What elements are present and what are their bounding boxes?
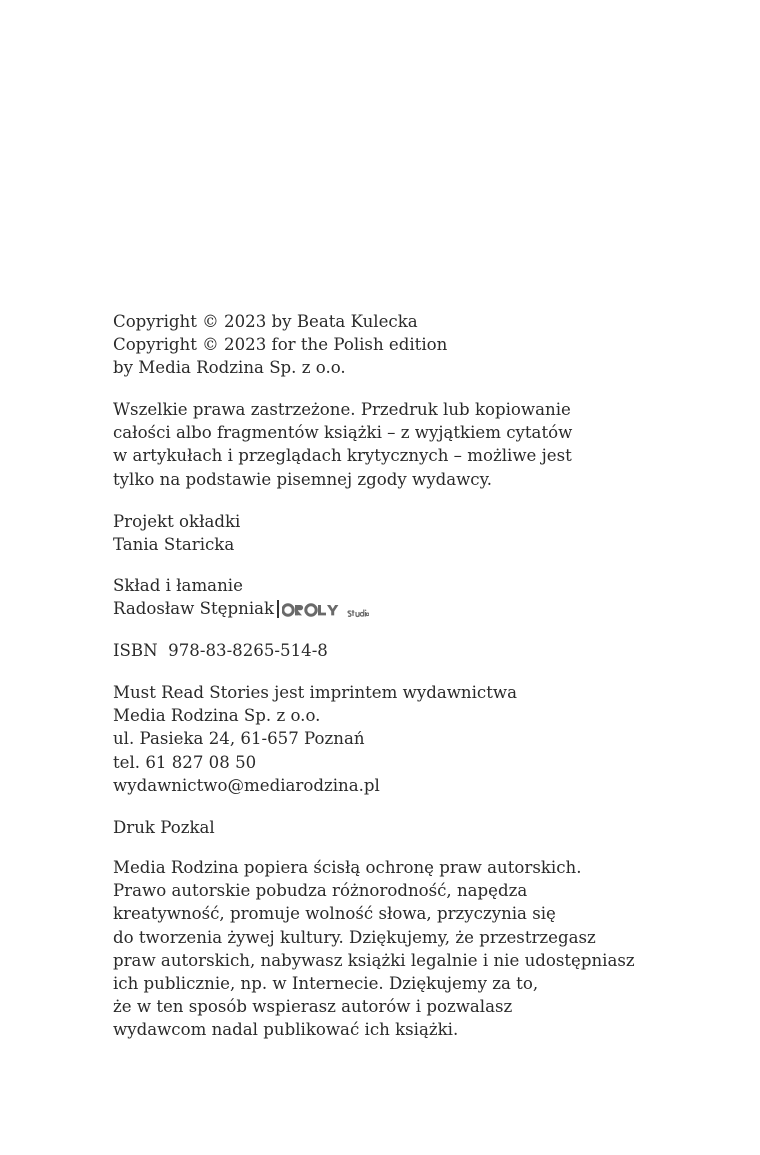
publisher-info	[113, 681, 593, 797]
printer-name: Druk Pozkal	[113, 818, 215, 837]
publisher-email: wydawnictwo@mediarodzina.pl	[113, 775, 380, 795]
rights-line: całości albo fragmentów książki – z wyjątkiem cytatów	[113, 423, 573, 443]
publisher-phone: tel. 61 827 08 50	[113, 752, 257, 772]
printer-block	[113, 816, 593, 839]
separator-bar	[277, 600, 279, 618]
copyright-line-edition: Copyright © 2023 for the Polish edition	[113, 335, 448, 355]
isbn-block	[113, 639, 593, 662]
statement-line: ich publicznie, np. w Internecie. Dziękujemy za to,	[113, 974, 539, 994]
studio-logo-wordmark	[282, 602, 346, 618]
typesetting-designer-line	[113, 597, 593, 620]
statement-line: do tworzenia żywej kultury. Dziękujemy, że przestrzegasz	[113, 927, 596, 947]
copyright-line-author: Copyright © 2023 by Beata Kulecka	[113, 312, 418, 331]
typesetting-label: Skład i łamanie	[113, 576, 243, 595]
studio-logo-suffix	[347, 606, 369, 618]
cover-credit	[113, 510, 593, 556]
statement-line: praw autorskich, nabywasz książki legalnie i nie udostępniasz	[113, 950, 635, 970]
statement-line: wydawcom nadal publikować ich książki.	[113, 1020, 459, 1040]
studio-logo	[282, 602, 369, 618]
copyright-statement	[113, 856, 635, 1042]
rights-line: tylko na podstawie pisemnej zgody wydawcy.	[113, 469, 493, 489]
cover-credit-name: Tania Staricka	[113, 535, 235, 555]
statement-line: Prawo autorskie pobudza różnorodność, napędza	[113, 881, 528, 901]
rights-line: w artykułach i przeglądach krytycznych – możliwe jest	[113, 446, 572, 466]
statement-line: że w ten sposób wspierasz autorów i pozwalasz	[113, 997, 513, 1017]
rights-line: Wszelkie prawa zastrzeżone. Przedruk lub kopiowanie	[113, 400, 571, 419]
rights-paragraph	[113, 398, 593, 491]
typesetting-name: Radosław Stępniak	[113, 599, 275, 619]
cover-credit-label: Projekt okładki	[113, 512, 241, 531]
statement-line: Media Rodzina popiera ścisłą ochronę praw autorskich.	[113, 858, 582, 877]
copyright-line-publisher: by Media Rodzina Sp. z o.o.	[113, 358, 346, 378]
copyright-block	[113, 310, 593, 380]
publisher-address: ul. Pasieka 24, 61-657 Poznań	[113, 729, 365, 749]
publisher-name: Media Rodzina Sp. z o.o.	[113, 706, 321, 726]
statement-line: kreatywność, promuje wolność słowa, przyczynia się	[113, 904, 556, 924]
isbn-number: ISBN 978-83-8265-514-8	[113, 641, 328, 660]
publisher-imprint-line: Must Read Stories jest imprintem wydawnictwa	[113, 683, 517, 702]
typesetting-credit	[113, 574, 593, 620]
